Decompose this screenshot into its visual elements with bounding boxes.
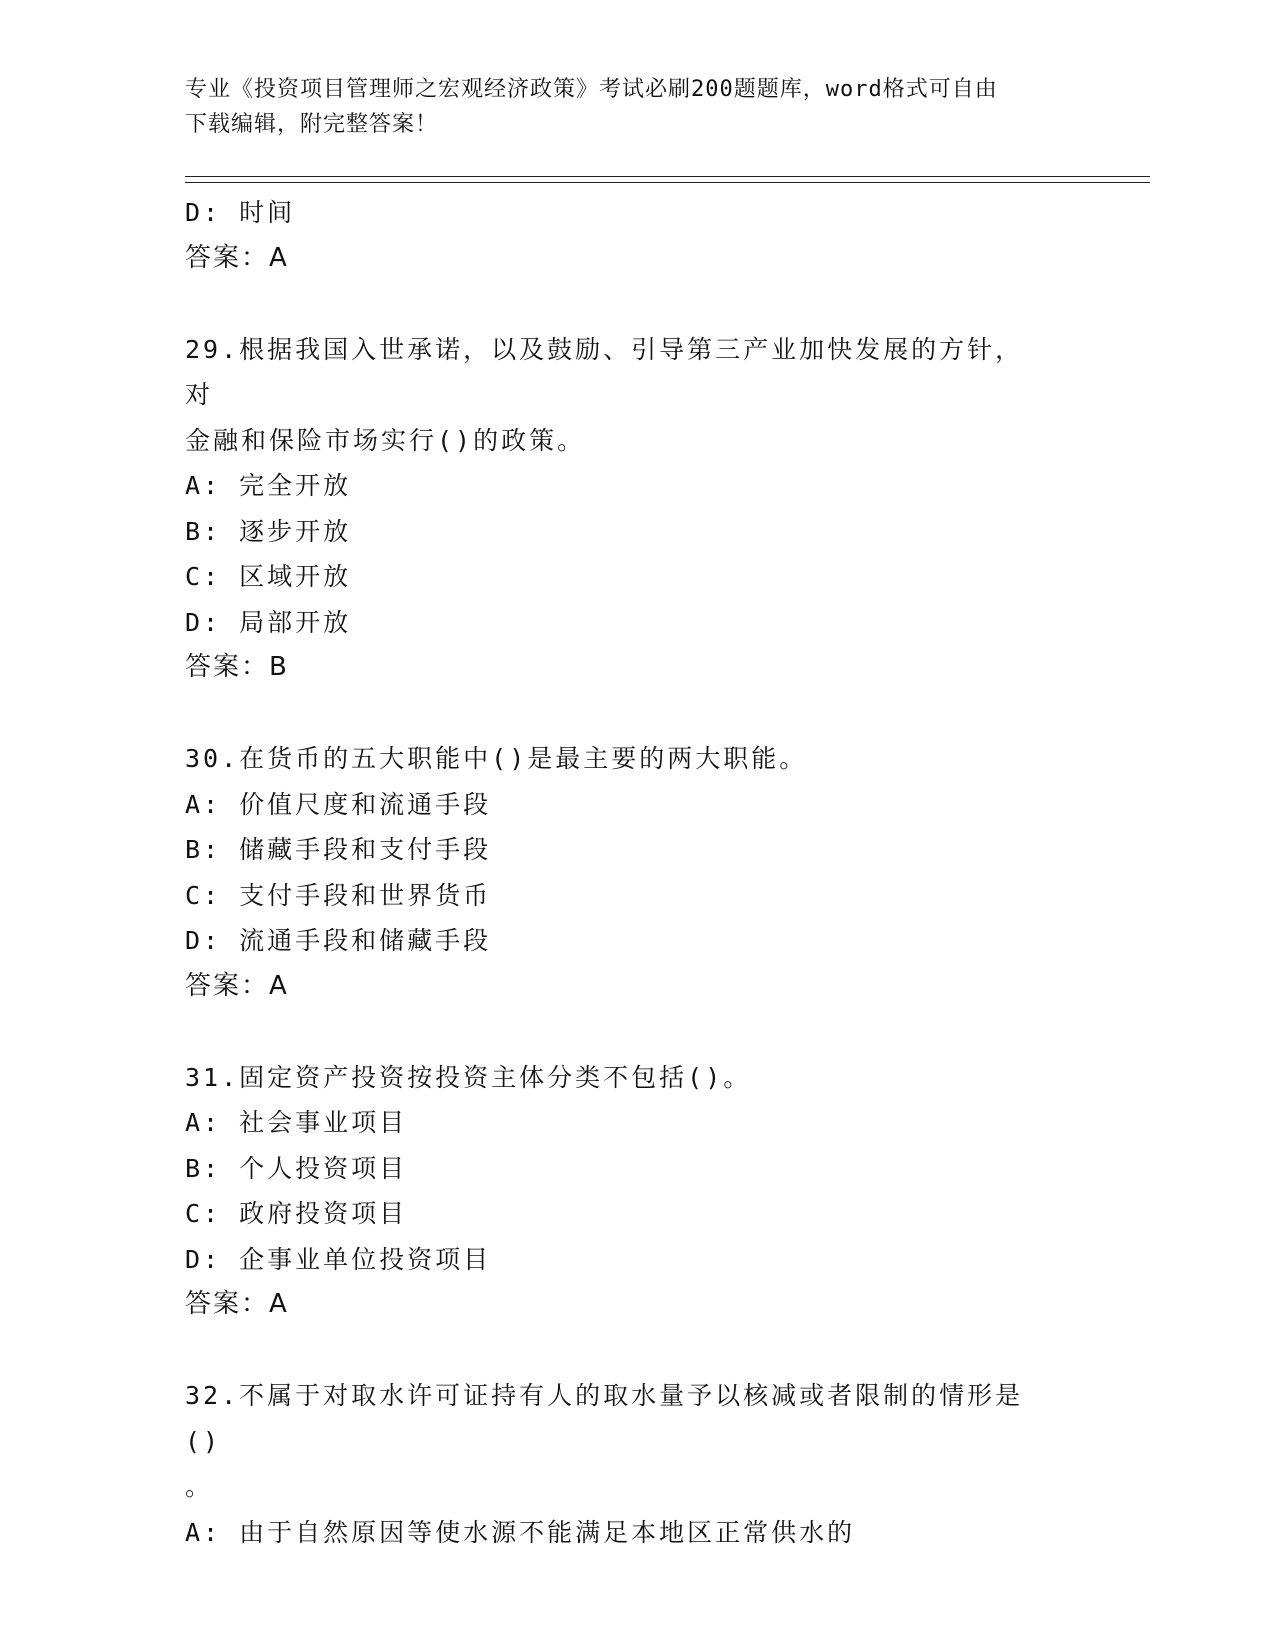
question-list — [185, 190, 1145, 1555]
option-d: D: 时间 — [185, 198, 296, 227]
option-a: A: 由于自然原因等使水源不能满足本地区正常供水的 — [185, 1517, 856, 1547]
option-c: C: 区域开放 — [185, 562, 352, 591]
question-stem-continued: 金融和保险市场实行()的政策。 — [185, 425, 586, 455]
spacer — [185, 281, 1145, 327]
header-divider-top — [185, 176, 1150, 177]
option-d: D: 企事业单位投资项目 — [185, 1244, 492, 1274]
option-b: B: 逐步开放 — [185, 516, 352, 546]
answer-line: 答案：A — [185, 1289, 289, 1319]
question-30 — [185, 736, 1145, 1009]
previous-question-tail — [185, 190, 1145, 281]
document-header — [185, 72, 1065, 142]
option-b: B: 储藏手段和支付手段 — [185, 835, 492, 864]
option-c: C: 政府投资项目 — [185, 1199, 408, 1228]
option-a: A: 价值尺度和流通手段 — [185, 789, 492, 819]
question-stem-continued: 。 — [185, 1472, 214, 1501]
spacer — [185, 691, 1145, 737]
option-a: A: 社会事业项目 — [185, 1108, 408, 1137]
option-b: B: 个人投资项目 — [185, 1153, 408, 1183]
question-stem: 31.固定资产投资按投资主体分类不包括()。 — [185, 1062, 752, 1092]
question-stem: 30.在货币的五大职能中()是最主要的两大职能。 — [185, 744, 808, 773]
question-stem: 29.根据我国入世承诺，以及鼓励、引导第三产业加快发展的方针，对 — [185, 334, 1024, 409]
answer-line: 答案：B — [185, 652, 289, 682]
spacer — [185, 1328, 1145, 1374]
option-d: D: 流通手段和储藏手段 — [185, 926, 492, 955]
option-d: D: 局部开放 — [185, 607, 352, 637]
spacer — [185, 1009, 1145, 1055]
header-line-1: 专业《投资项目管理师之宏观经济政策》考试必刷200题题库，word格式可自由 — [185, 77, 998, 102]
header-line-2: 下载编辑，附完整答案！ — [185, 112, 439, 137]
answer-line: 答案：A — [185, 242, 289, 273]
option-c: C: 支付手段和世界货币 — [185, 880, 492, 910]
question-32 — [185, 1373, 1145, 1555]
answer-line: 答案：A — [185, 970, 289, 1001]
header-divider-bottom — [185, 182, 1150, 183]
option-a: A: 完全开放 — [185, 471, 352, 500]
question-29 — [185, 327, 1145, 691]
question-31 — [185, 1055, 1145, 1328]
question-stem: 32.不属于对取水许可证持有人的取水量予以核减或者限制的情形是() — [185, 1381, 1024, 1456]
